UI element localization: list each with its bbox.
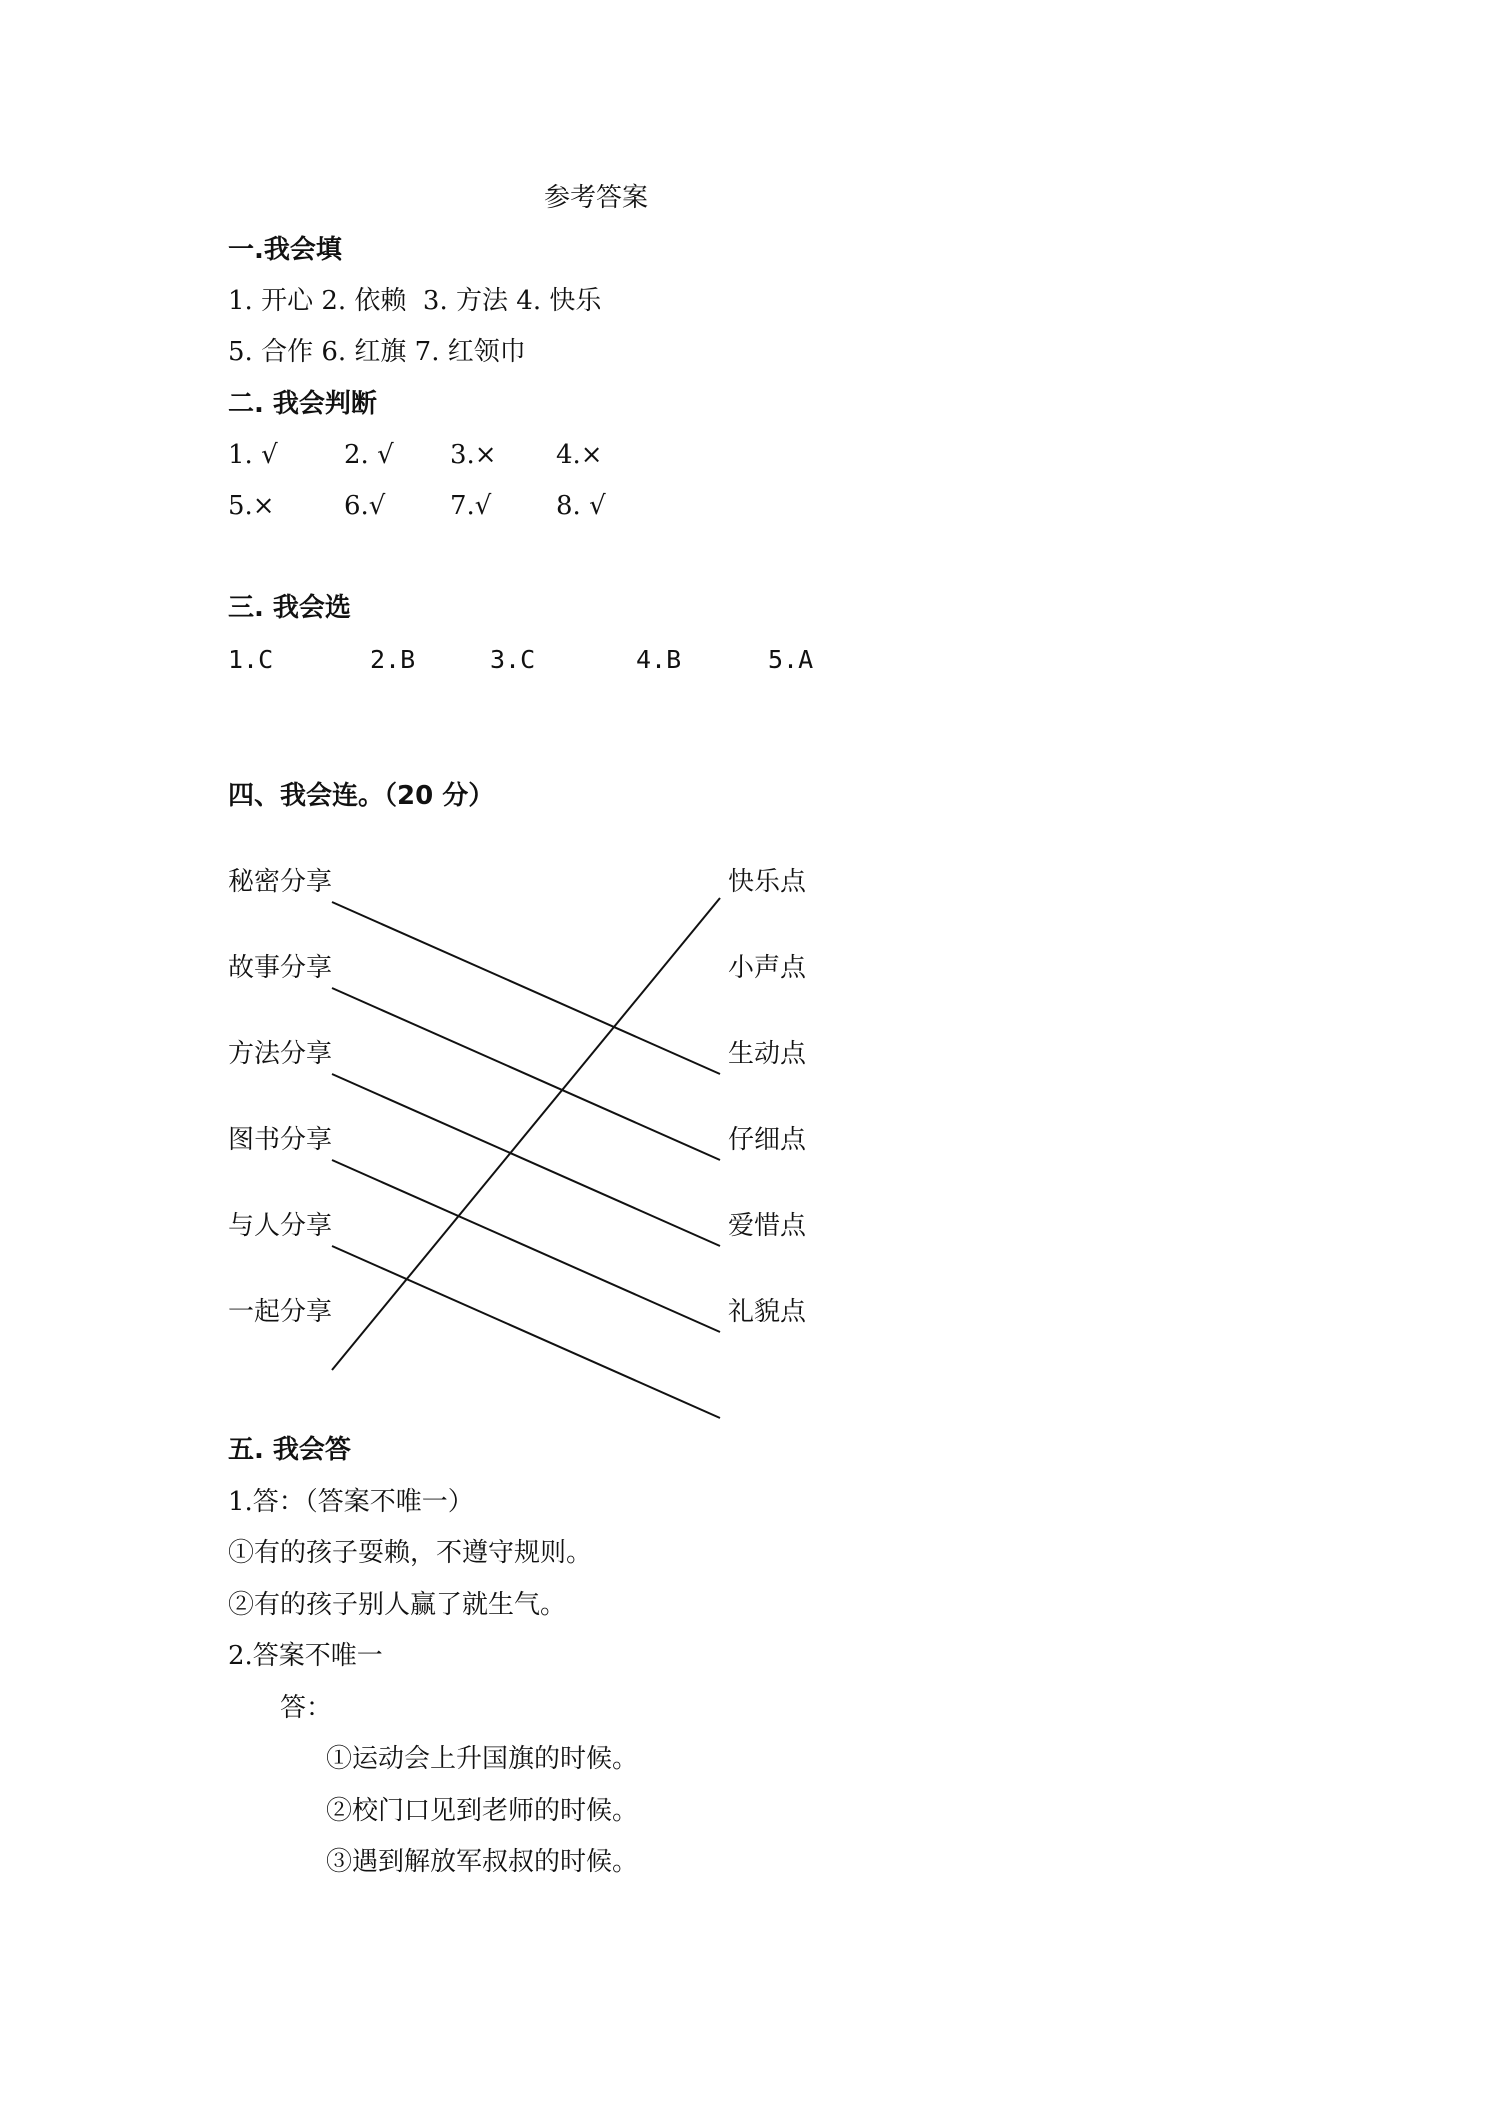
answer-q2-point-2: ②校门口见到老师的时候。 — [326, 1796, 639, 1826]
match-left-5: 与人分享 — [228, 1211, 333, 1241]
match-line-4 — [332, 1160, 720, 1332]
match-right-3: 生动点 — [728, 1039, 807, 1069]
answer-q2-label: 答： — [280, 1693, 333, 1723]
match-right-4: 仔细点 — [728, 1125, 807, 1155]
choice-answer-3: 3.C — [490, 645, 536, 674]
choice-answer-2: 2.B — [370, 645, 416, 674]
judge-answer-3: 3.× — [450, 440, 497, 470]
section-5-heading: 五. 我会答 — [228, 1435, 351, 1465]
choice-answer-4: 4.B — [636, 645, 682, 674]
section-4-heading: 四、我会连。（20 分） — [228, 781, 495, 811]
page-title: 参考答案 — [544, 183, 649, 213]
answer-q2: 2.答案不唯一 — [228, 1641, 383, 1671]
fill-answers-row-1: 1. 开心 2. 依赖 3. 方法 4. 快乐 — [228, 286, 602, 316]
section-3-heading: 三. 我会选 — [228, 593, 351, 623]
answer-q1: 1.答：（答案不唯一） — [228, 1487, 474, 1517]
match-left-1: 秘密分享 — [228, 867, 333, 897]
match-left-2: 故事分享 — [228, 953, 333, 983]
match-left-4: 图书分享 — [228, 1125, 333, 1155]
answer-q2-point-3: ③遇到解放军叔叔的时候。 — [326, 1847, 639, 1877]
match-right-1: 快乐点 — [728, 867, 807, 897]
match-right-5: 爱惜点 — [728, 1211, 807, 1241]
judge-answer-1: 1. √ — [228, 440, 278, 470]
choice-answer-5: 5.A — [768, 645, 814, 674]
match-line-5 — [332, 1246, 720, 1418]
section-1-heading: 一.我会填 — [228, 235, 342, 265]
match-line-1 — [332, 902, 720, 1074]
match-left-3: 方法分享 — [228, 1039, 333, 1069]
answer-q1-point-1: ①有的孩子耍赖，不遵守规则。 — [228, 1538, 593, 1568]
judge-answer-2: 2. √ — [344, 440, 394, 470]
choice-answer-1: 1.C — [228, 645, 274, 674]
answer-q1-point-2: ②有的孩子别人赢了就生气。 — [228, 1590, 567, 1620]
match-right-6: 礼貌点 — [728, 1297, 807, 1327]
fill-answers-row-2: 5. 合作 6. 红旗 7. 红领巾 — [228, 337, 526, 367]
match-right-2: 小声点 — [728, 953, 807, 983]
judge-answer-4: 4.× — [556, 440, 603, 470]
section-2-heading: 二. 我会判断 — [228, 389, 377, 419]
judge-answer-7: 7.√ — [450, 491, 492, 521]
judge-answer-5: 5.× — [228, 491, 275, 521]
match-left-6: 一起分享 — [228, 1297, 333, 1327]
judge-answer-6: 6.√ — [344, 491, 386, 521]
judge-answer-8: 8. √ — [556, 491, 606, 521]
answer-q2-point-1: ①运动会上升国旗的时候。 — [326, 1744, 639, 1774]
match-line-3 — [332, 1074, 720, 1246]
